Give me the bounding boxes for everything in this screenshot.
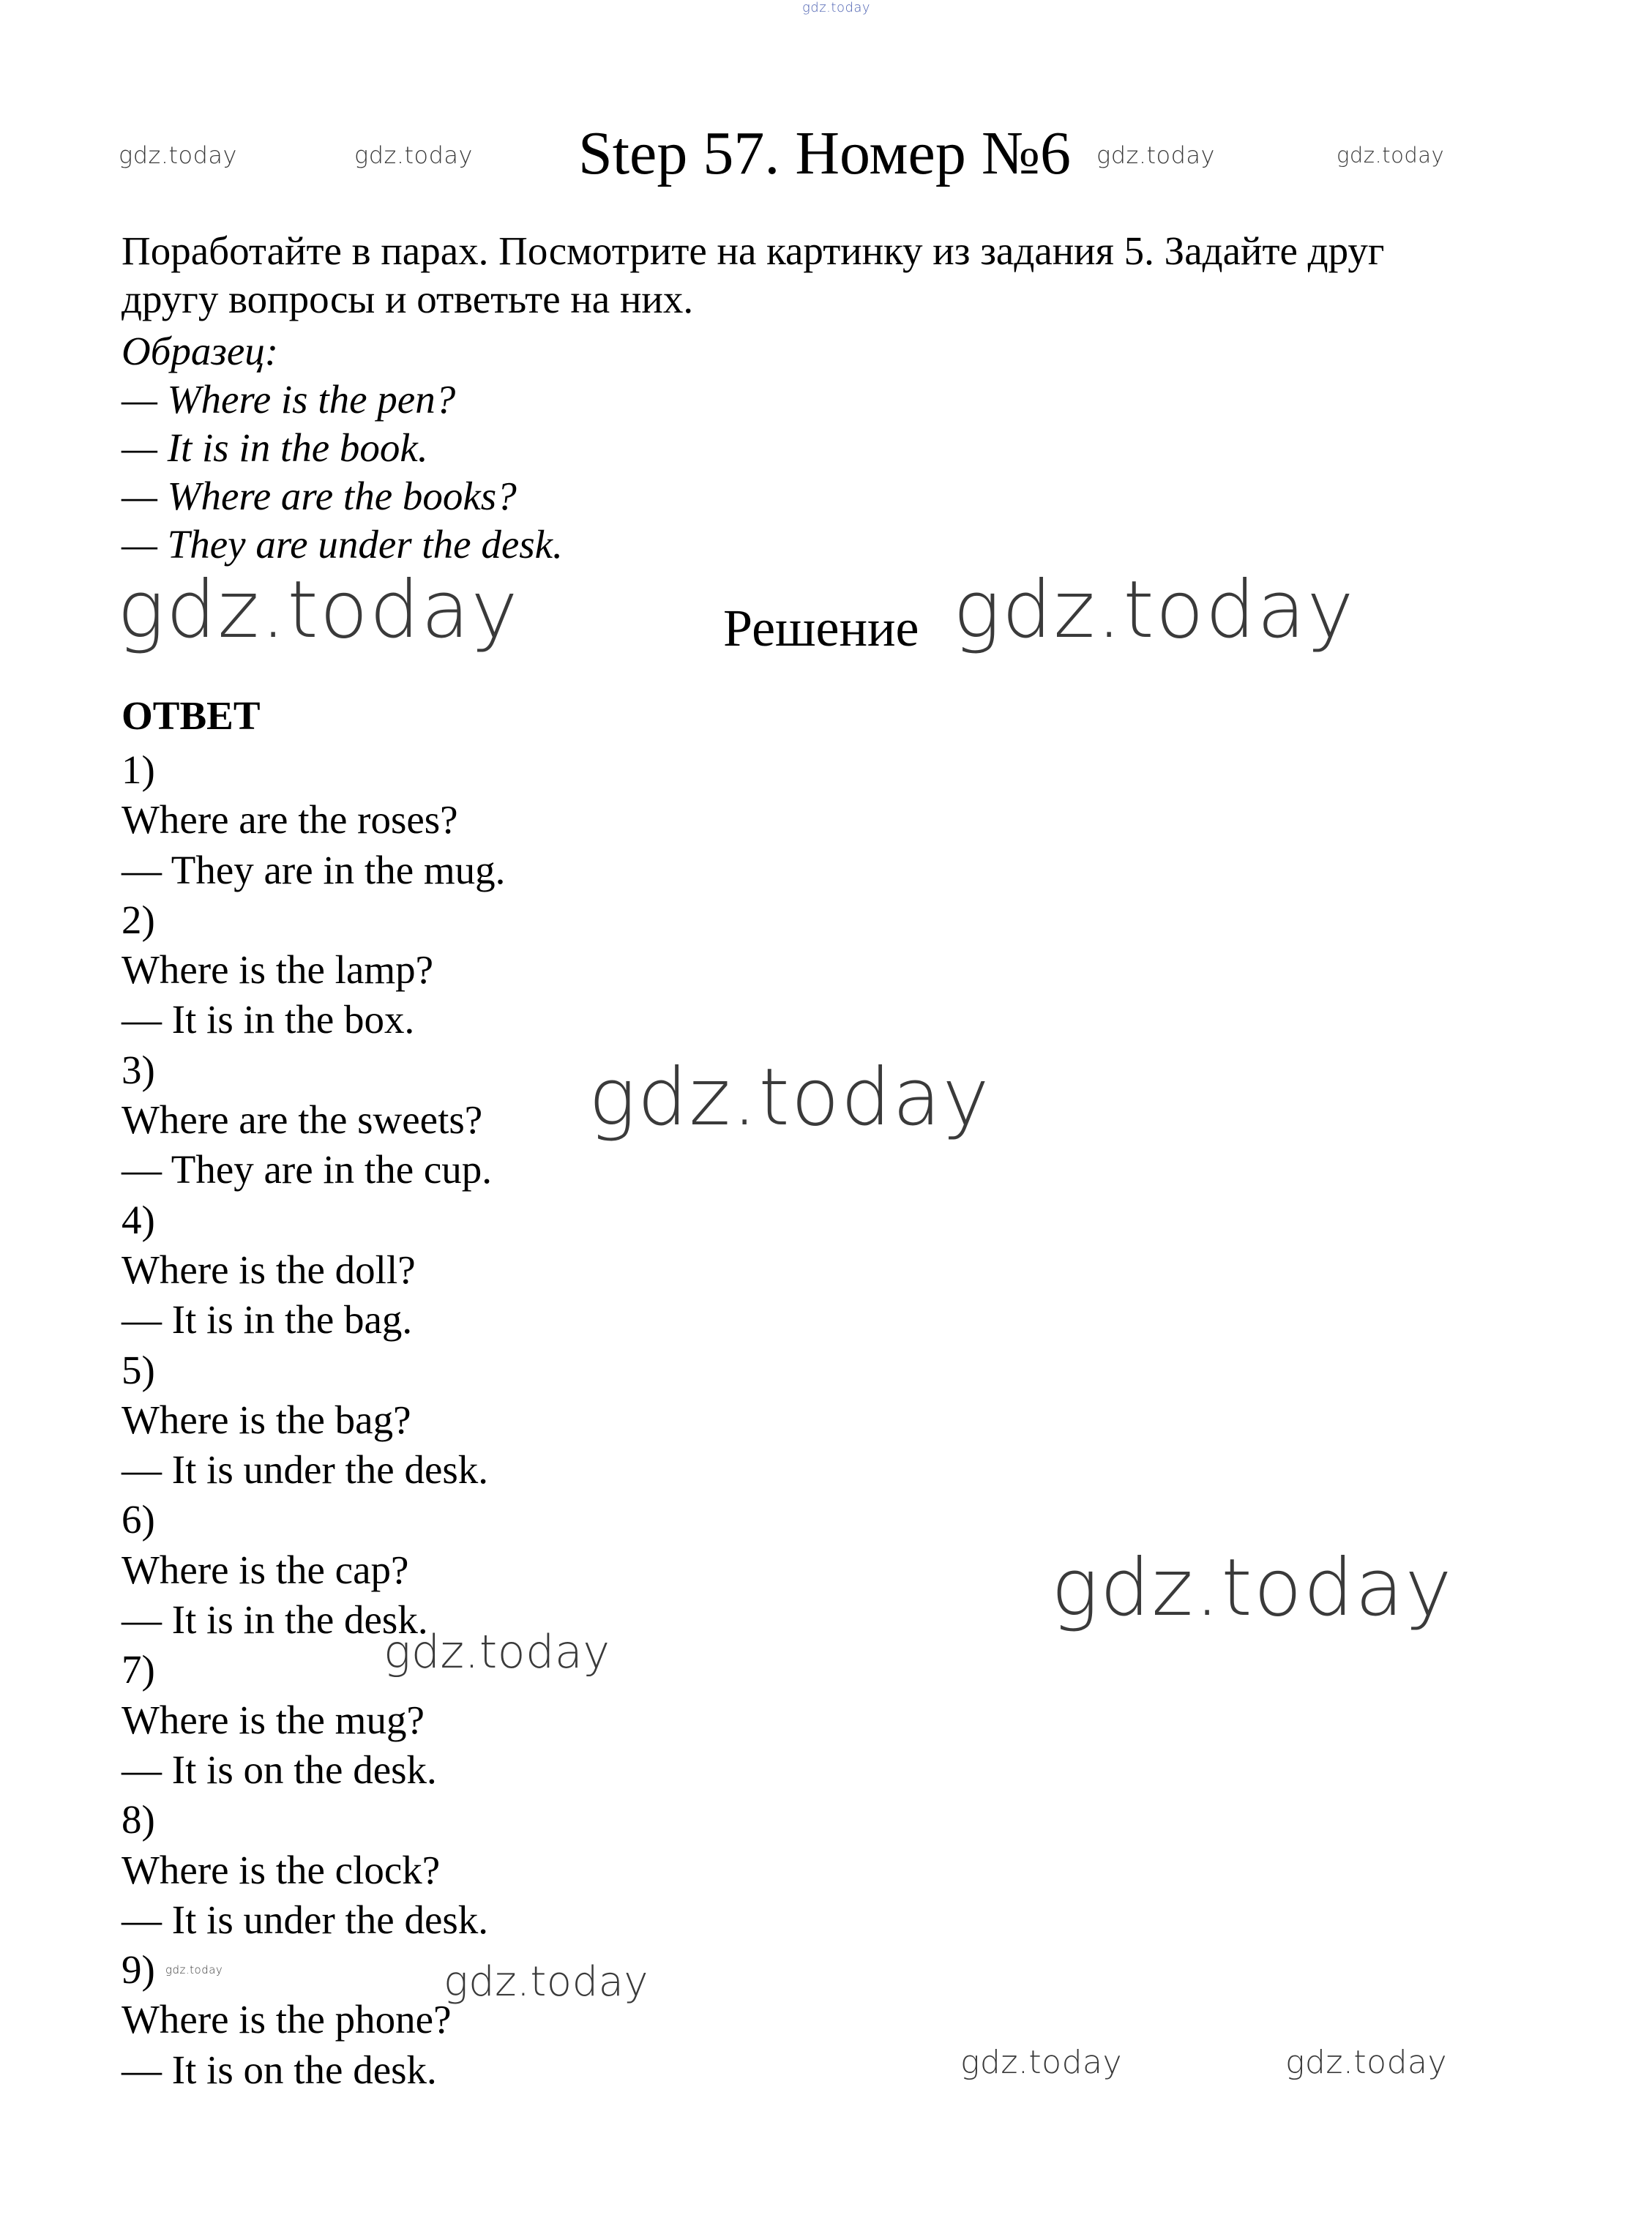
sample-line-2: — It is in the book. bbox=[122, 425, 428, 470]
answer-text: — It is in the desk. bbox=[122, 1597, 428, 1643]
answer-text: — They are in the mug. bbox=[122, 847, 506, 892]
sample-label: Образец: bbox=[122, 329, 279, 373]
answer-list bbox=[122, 745, 505, 2095]
answer-number: 2) bbox=[122, 897, 155, 942]
watermark-header-4: gdz.today bbox=[1337, 143, 1445, 168]
answer-number: 5) bbox=[122, 1347, 155, 1392]
answer-question: Where is the clock? bbox=[122, 1847, 441, 1892]
watermark-header-1: gdz.today bbox=[119, 141, 237, 169]
answer-text: — It is in the box. bbox=[122, 997, 415, 1042]
answer-number: 3) bbox=[122, 1047, 155, 1092]
answer-question: Where is the lamp? bbox=[122, 947, 434, 993]
watermark-large-1: gdz.today bbox=[117, 564, 520, 656]
watermark-large-2: gdz.today bbox=[953, 564, 1356, 656]
sample-line-3: — Where are the books? bbox=[122, 474, 517, 518]
answer-item bbox=[122, 1495, 505, 1645]
watermark-large-3: gdz.today bbox=[588, 1052, 991, 1143]
answer-item bbox=[122, 1345, 505, 1496]
answer-text: — It is in the bag. bbox=[122, 1297, 413, 1343]
answer-item bbox=[122, 1045, 505, 1195]
watermark-tiny: gdz.today bbox=[165, 1963, 223, 1976]
watermark-header-3: gdz.today bbox=[1096, 141, 1215, 169]
answer-item bbox=[122, 745, 505, 895]
answer-text: — It is under the desk. bbox=[122, 1447, 489, 1493]
solution-label: Решение bbox=[723, 599, 919, 657]
answer-text: — They are in the cup. bbox=[122, 1147, 493, 1192]
answer-number: 9) bbox=[122, 1947, 155, 1993]
answer-number: 1) bbox=[122, 747, 155, 792]
watermark-top: gdz.today bbox=[802, 0, 871, 15]
answer-question: Where is the phone? bbox=[122, 1997, 452, 2042]
answer-question: Where are the roses? bbox=[122, 797, 458, 843]
answer-heading: ОТВЕТ bbox=[122, 693, 261, 738]
answer-question: Where is the mug? bbox=[122, 1697, 425, 1742]
answer-item bbox=[122, 895, 505, 1045]
answer-question: Where is the cap? bbox=[122, 1547, 409, 1592]
watermark-medium-1: gdz.today bbox=[384, 1625, 610, 1679]
answer-question: Where are the sweets? bbox=[122, 1097, 483, 1143]
sample-line-1: — Where is the pen? bbox=[122, 377, 456, 422]
task-instruction: Поработайте в парах. Посмотрите на картинку из задания 5. Задайте друг другу вопросы и ответьте на них. bbox=[122, 228, 1385, 321]
answer-number: 8) bbox=[122, 1797, 155, 1842]
answer-text: — It is on the desk. bbox=[122, 2047, 437, 2092]
answer-number: 4) bbox=[122, 1197, 155, 1242]
answer-text: — It is under the desk. bbox=[122, 1897, 489, 1942]
watermark-header-2: gdz.today bbox=[354, 141, 473, 169]
sample-line-4: — They are under the desk. bbox=[122, 522, 563, 567]
answer-question: Where is the doll? bbox=[122, 1247, 416, 1292]
answer-item bbox=[122, 1795, 505, 1945]
answer-number: 6) bbox=[122, 1497, 155, 1542]
watermark-bottom-1: gdz.today bbox=[960, 2044, 1123, 2081]
watermark-bottom-2: gdz.today bbox=[1285, 2044, 1448, 2081]
answer-text: — It is on the desk. bbox=[122, 1747, 437, 1792]
answer-number: 7) bbox=[122, 1647, 155, 1692]
answer-item bbox=[122, 1195, 505, 1345]
answer-question: Where is the bag? bbox=[122, 1397, 411, 1442]
watermark-large-4: gdz.today bbox=[1051, 1542, 1454, 1634]
page-title: Step 57. Номер №6 bbox=[578, 119, 1071, 187]
watermark-medium-2: gdz.today bbox=[444, 1958, 649, 2006]
